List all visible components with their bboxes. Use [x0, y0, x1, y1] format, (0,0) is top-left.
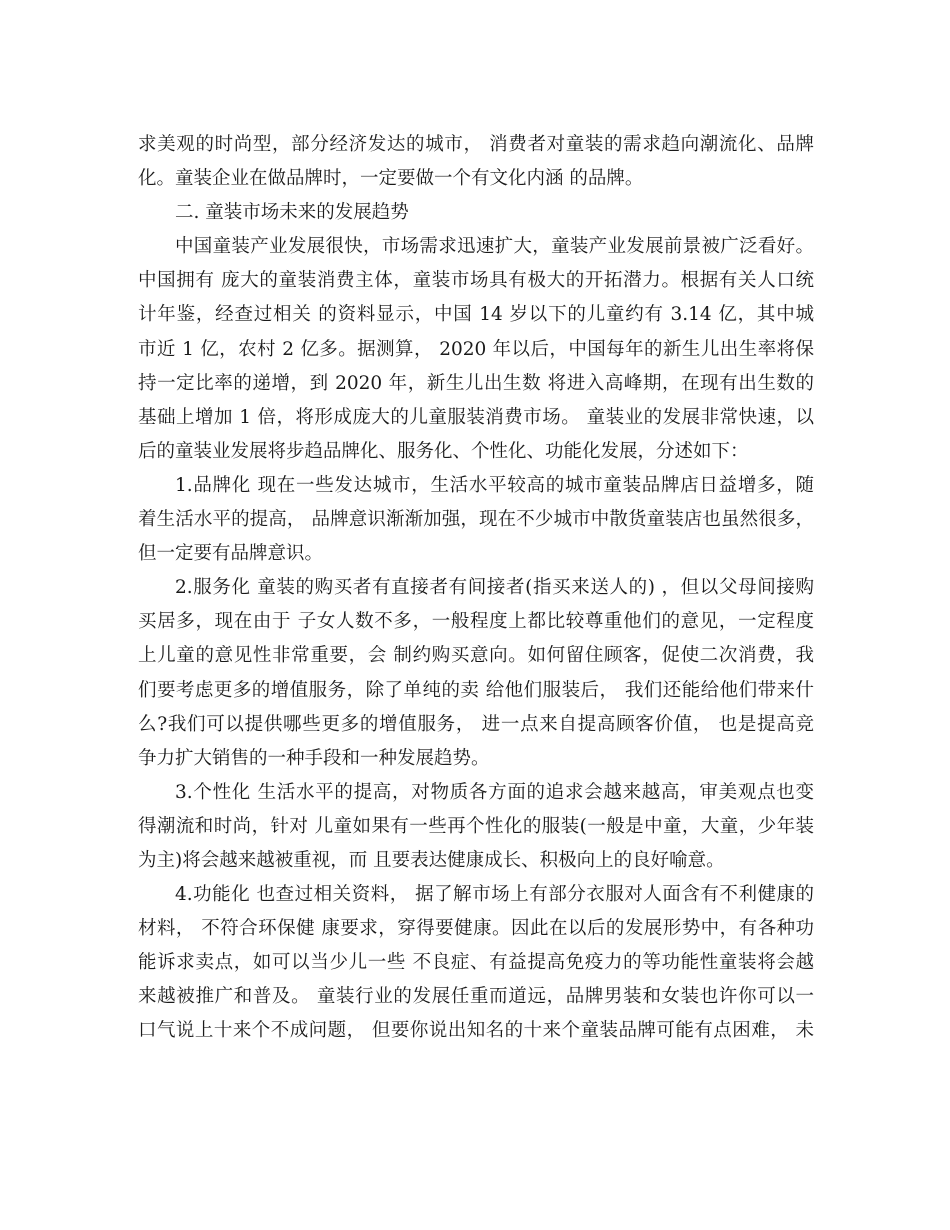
text-line: 为主)将会越来越被重视，而 且要表达健康成长、积极向上的良好喻意。	[138, 849, 725, 871]
text-line: 基础上增加 1 倍，将形成庞大的儿童服装消费市场。 童装业的发展非常快速，以	[138, 406, 814, 428]
text-line: 能诉求卖点，如可以当少儿一些 不良症、有益提高免疫力的等功能性童装将会越	[138, 952, 814, 974]
text-line: 们要考虑更多的增值服务，除了单纯的卖 给他们服装后， 我们还能给他们带来什	[138, 679, 814, 701]
paragraph-first-line: 中国童装产业发展很快，市场需求迅速扩大，童装产业发展前景被广泛看好。	[175, 236, 814, 258]
document-body	[138, 128, 814, 1049]
text-line: 得潮流和时尚，针对 儿童如果有一些再个性化的服装(一般是中童，大童，少年装	[138, 815, 814, 837]
text-line: 但一定要有品牌意识。	[138, 543, 324, 565]
text-line: 么?我们可以提供哪些更多的增值服务， 进一点来自提高顾客价值， 也是提高竞	[138, 713, 814, 735]
text-line: 后的童装业发展将步趋品牌化、服务化、个性化、功能化发展，分述如下：	[138, 440, 749, 462]
text-line: 持一定比率的递增，到 2020 年，新生儿出生数 将进入高峰期，在现有出生数的	[138, 372, 814, 394]
text-line: 口气说上十来个不成问题， 但要你说出知名的十来个童装品牌可能有点困难， 未	[138, 1020, 814, 1042]
paragraph-first-line: 二. 童装市场未来的发展趋势	[175, 202, 409, 224]
text-line: 材料， 不符合环保健 康要求，穿得要健康。因此在以后的发展形势中，有各种功	[138, 918, 814, 940]
text-line: 求美观的时尚型，部分经济发达的城市， 消费者对童装的需求趋向潮流化、品牌	[138, 134, 814, 155]
text-line: 买居多，现在由于 子女人数不多，一般程度上都比较尊重他们的意见，一定程度	[138, 611, 814, 633]
text-line: 着生活水平的提高， 品牌意识渐渐加强，现在不少城市中散货童装店也虽然很多，	[138, 509, 814, 531]
text-line: 来越被推广和普及。 童装行业的发展任重而道远，品牌男装和女装也许你可以一	[138, 986, 814, 1008]
paragraph-first-line: 1.品牌化 现在一些发达城市，生活水平较高的城市童装品牌店日益增多，随	[175, 474, 814, 496]
paragraph-first-line: 2.服务化 童装的购买者有直接者有间接者(指买来送人的) ，但以父母间接购	[175, 577, 814, 599]
text-line: 上儿童的意见性非常重要，会 制约购买意向。如何留住顾客，促使二次消费，我	[138, 645, 814, 667]
text-line: 化。童装企业在做品牌时，一定要做一个有文化内涵 的品牌。	[138, 168, 644, 190]
paragraph-first-line: 3.个性化 生活水平的提高，对物质各方面的追求会越来越高，审美观点也变	[175, 781, 814, 803]
paragraph-first-line: 4.功能化 也查过相关资料， 据了解市场上有部分衣服对人面含有不利健康的	[175, 884, 814, 906]
text-line: 争力扩大销售的一种手段和一种发展趋势。	[138, 747, 490, 769]
text-line: 中国拥有 庞大的童装消费主体，童装市场具有极大的开拓潜力。根据有关人口统	[138, 270, 814, 292]
text-line: 计年鉴，经查过相关 的资料显示，中国 14 岁以下的儿童约有 3.14 亿，其中城	[138, 304, 814, 326]
text-line: 市近 1 亿，农村 2 亿多。据测算， 2020 年以后，中国每年的新生儿出生率将保	[138, 338, 814, 360]
